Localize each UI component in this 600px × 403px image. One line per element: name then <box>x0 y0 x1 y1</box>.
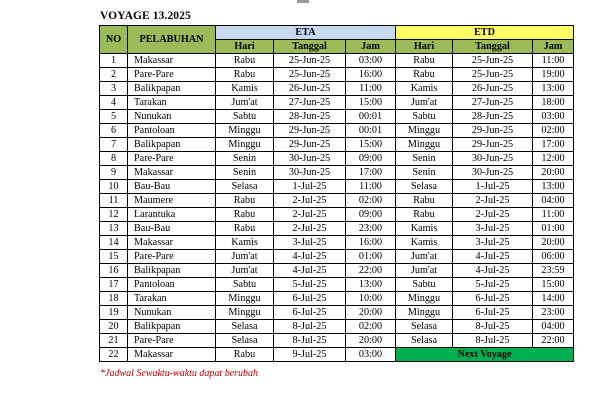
eta-date: 4-Jul-25 <box>274 264 346 278</box>
eta-date: 1-Jul-25 <box>274 180 346 194</box>
eta-date: 4-Jul-25 <box>274 250 346 264</box>
table-row <box>100 68 574 82</box>
header-row-1 <box>100 26 574 40</box>
header-eta-date: Tanggal <box>274 40 346 54</box>
etd-day: Jum'at <box>396 264 453 278</box>
port-name: Pare-Pare <box>128 68 216 82</box>
port-name: Makassar <box>128 166 216 180</box>
row-number: 14 <box>100 236 128 250</box>
etd-date: 4-Jul-25 <box>453 250 533 264</box>
etd-day: Selasa <box>396 180 453 194</box>
etd-day: Jum'at <box>396 250 453 264</box>
row-number: 19 <box>100 306 128 320</box>
etd-time: 03:00 <box>533 110 574 124</box>
etd-time: 11:00 <box>533 54 574 68</box>
eta-time: 02:00 <box>346 320 396 334</box>
eta-time: 01:00 <box>346 250 396 264</box>
eta-time: 16:00 <box>346 68 396 82</box>
port-name: Bau-Bau <box>128 180 216 194</box>
eta-date: 5-Jul-25 <box>274 278 346 292</box>
eta-day: Selasa <box>216 320 274 334</box>
etd-date: 25-Jun-25 <box>453 54 533 68</box>
table-row <box>100 264 574 278</box>
eta-time: 17:00 <box>346 166 396 180</box>
table-row <box>100 110 574 124</box>
header-etd-day: Hari <box>396 40 453 54</box>
etd-date: 3-Jul-25 <box>453 222 533 236</box>
schedule-body <box>100 54 574 362</box>
eta-day: Jum'at <box>216 250 274 264</box>
eta-time: 09:00 <box>346 152 396 166</box>
etd-date: 27-Jun-25 <box>453 96 533 110</box>
row-number: 20 <box>100 320 128 334</box>
port-name: Nunukan <box>128 110 216 124</box>
table-row <box>100 194 574 208</box>
etd-day: Senin <box>396 166 453 180</box>
eta-day: Selasa <box>216 334 274 348</box>
table-row <box>100 138 574 152</box>
etd-day: Minggu <box>396 306 453 320</box>
row-number: 15 <box>100 250 128 264</box>
etd-date: 29-Jun-25 <box>453 124 533 138</box>
etd-time: 19:00 <box>533 68 574 82</box>
table-row <box>100 208 574 222</box>
etd-date: 6-Jul-25 <box>453 292 533 306</box>
port-name: Larantuka <box>128 208 216 222</box>
header-etd-time: Jam <box>533 40 574 54</box>
eta-date: 30-Jun-25 <box>274 152 346 166</box>
port-name: Tarakan <box>128 96 216 110</box>
row-number: 7 <box>100 138 128 152</box>
row-number: 2 <box>100 68 128 82</box>
table-row <box>100 236 574 250</box>
eta-date: 25-Jun-25 <box>274 68 346 82</box>
etd-time: 04:00 <box>533 320 574 334</box>
eta-time: 22:00 <box>346 264 396 278</box>
etd-time: 13:00 <box>533 82 574 96</box>
header-eta-day: Hari <box>216 40 274 54</box>
row-number: 22 <box>100 348 128 362</box>
port-name: Pare-Pare <box>128 334 216 348</box>
row-number: 10 <box>100 180 128 194</box>
etd-day: Minggu <box>396 292 453 306</box>
table-row <box>100 320 574 334</box>
eta-day: Rabu <box>216 348 274 362</box>
table-row <box>100 54 574 68</box>
etd-date: 8-Jul-25 <box>453 320 533 334</box>
port-name: Pare-Pare <box>128 250 216 264</box>
header-eta-time: Jam <box>346 40 396 54</box>
etd-date: 2-Jul-25 <box>453 208 533 222</box>
etd-day: Jum'at <box>396 96 453 110</box>
port-name: Pantoloan <box>128 278 216 292</box>
eta-date: 8-Jul-25 <box>274 334 346 348</box>
port-name: Balikpapan <box>128 82 216 96</box>
etd-date: 30-Jun-25 <box>453 166 533 180</box>
header-port: PELABUHAN <box>128 26 216 54</box>
etd-date: 26-Jun-25 <box>453 82 533 96</box>
eta-time: 00:01 <box>346 110 396 124</box>
etd-day: Kamis <box>396 82 453 96</box>
port-name: Balikpapan <box>128 264 216 278</box>
etd-time: 01:00 <box>533 222 574 236</box>
eta-day: Minggu <box>216 138 274 152</box>
eta-time: 15:00 <box>346 96 396 110</box>
table-row <box>100 124 574 138</box>
eta-date: 9-Jul-25 <box>274 348 346 362</box>
port-name: Balikpapan <box>128 138 216 152</box>
etd-date: 6-Jul-25 <box>453 306 533 320</box>
etd-time: 04:00 <box>533 194 574 208</box>
eta-date: 2-Jul-25 <box>274 208 346 222</box>
etd-day: Rabu <box>396 54 453 68</box>
port-name: Tarakan <box>128 292 216 306</box>
etd-date: 8-Jul-25 <box>453 334 533 348</box>
header-etd: ETD <box>396 26 574 40</box>
eta-date: 2-Jul-25 <box>274 194 346 208</box>
header-etd-date: Tanggal <box>453 40 533 54</box>
row-number: 9 <box>100 166 128 180</box>
row-number: 18 <box>100 292 128 306</box>
table-row <box>100 306 574 320</box>
etd-time: 18:00 <box>533 96 574 110</box>
etd-day: Sabtu <box>396 278 453 292</box>
etd-day: Minggu <box>396 138 453 152</box>
eta-day: Jum'at <box>216 264 274 278</box>
eta-time: 11:00 <box>346 82 396 96</box>
etd-day: Rabu <box>396 194 453 208</box>
eta-date: 8-Jul-25 <box>274 320 346 334</box>
etd-date: 3-Jul-25 <box>453 236 533 250</box>
eta-time: 10:00 <box>346 292 396 306</box>
eta-day: Senin <box>216 166 274 180</box>
row-number: 21 <box>100 334 128 348</box>
etd-time: 13:00 <box>533 180 574 194</box>
eta-date: 28-Jun-25 <box>274 110 346 124</box>
eta-time: 00:01 <box>346 124 396 138</box>
eta-time: 23:00 <box>346 222 396 236</box>
etd-time: 14:00 <box>533 292 574 306</box>
table-row <box>100 292 574 306</box>
table-row <box>100 152 574 166</box>
eta-day: Rabu <box>216 222 274 236</box>
table-row <box>100 278 574 292</box>
eta-day: Rabu <box>216 194 274 208</box>
eta-date: 6-Jul-25 <box>274 306 346 320</box>
etd-time: 11:00 <box>533 208 574 222</box>
table-row <box>100 334 574 348</box>
etd-date: 29-Jun-25 <box>453 138 533 152</box>
etd-day: Kamis <box>396 236 453 250</box>
header-no: NO <box>100 26 128 54</box>
row-number: 11 <box>100 194 128 208</box>
table-row <box>100 166 574 180</box>
etd-day: Sabtu <box>396 110 453 124</box>
row-number: 6 <box>100 124 128 138</box>
schedule-note: *Jadwal Sewaktu-waktu dapat berubah <box>100 368 259 379</box>
row-number: 12 <box>100 208 128 222</box>
eta-date: 30-Jun-25 <box>274 166 346 180</box>
eta-day: Rabu <box>216 208 274 222</box>
eta-day: Rabu <box>216 54 274 68</box>
row-number: 4 <box>100 96 128 110</box>
eta-day: Sabtu <box>216 110 274 124</box>
etd-day: Selasa <box>396 334 453 348</box>
etd-time: 17:00 <box>533 138 574 152</box>
row-number: 1 <box>100 54 128 68</box>
eta-date: 6-Jul-25 <box>274 292 346 306</box>
etd-date: 1-Jul-25 <box>453 180 533 194</box>
eta-time: 20:00 <box>346 334 396 348</box>
eta-time: 02:00 <box>346 194 396 208</box>
etd-time: 20:00 <box>533 166 574 180</box>
port-name: Makassar <box>128 236 216 250</box>
etd-day: Rabu <box>396 68 453 82</box>
port-name: Bau-Bau <box>128 222 216 236</box>
schedule-table <box>99 25 574 362</box>
etd-day: Selasa <box>396 320 453 334</box>
etd-day: Rabu <box>396 208 453 222</box>
eta-time: 09:00 <box>346 208 396 222</box>
port-name: Pantoloan <box>128 124 216 138</box>
etd-day: Minggu <box>396 124 453 138</box>
port-name: Makassar <box>128 348 216 362</box>
table-row <box>100 96 574 110</box>
eta-date: 27-Jun-25 <box>274 96 346 110</box>
eta-date: 29-Jun-25 <box>274 138 346 152</box>
eta-day: Rabu <box>216 68 274 82</box>
eta-day: Kamis <box>216 82 274 96</box>
table-row <box>100 82 574 96</box>
eta-day: Minggu <box>216 292 274 306</box>
etd-date: 4-Jul-25 <box>453 264 533 278</box>
eta-time: 13:00 <box>346 278 396 292</box>
eta-time: 20:00 <box>346 306 396 320</box>
row-number: 17 <box>100 278 128 292</box>
row-number: 13 <box>100 222 128 236</box>
etd-time: 23:59 <box>533 264 574 278</box>
etd-time: 06:00 <box>533 250 574 264</box>
eta-day: Minggu <box>216 306 274 320</box>
port-name: Makassar <box>128 54 216 68</box>
etd-time: 02:00 <box>533 124 574 138</box>
next-voyage-cell: Next Voyage <box>396 348 574 362</box>
eta-day: Senin <box>216 152 274 166</box>
eta-day: Selasa <box>216 180 274 194</box>
etd-date: 5-Jul-25 <box>453 278 533 292</box>
eta-date: 2-Jul-25 <box>274 222 346 236</box>
eta-date: 3-Jul-25 <box>274 236 346 250</box>
etd-date: 25-Jun-25 <box>453 68 533 82</box>
eta-time: 03:00 <box>346 54 396 68</box>
port-name: Pare-Pare <box>128 152 216 166</box>
etd-time: 23:00 <box>533 306 574 320</box>
eta-date: 29-Jun-25 <box>274 124 346 138</box>
voyage-title: VOYAGE 13.2025 <box>100 10 191 22</box>
header-eta: ETA <box>216 26 396 40</box>
etd-time: 15:00 <box>533 278 574 292</box>
port-name: Maumere <box>128 194 216 208</box>
table-row <box>100 250 574 264</box>
table-row <box>100 222 574 236</box>
row-number: 16 <box>100 264 128 278</box>
eta-time: 15:00 <box>346 138 396 152</box>
eta-date: 25-Jun-25 <box>274 54 346 68</box>
eta-time: 03:00 <box>346 348 396 362</box>
eta-time: 11:00 <box>346 180 396 194</box>
row-number: 8 <box>100 152 128 166</box>
etd-date: 30-Jun-25 <box>453 152 533 166</box>
top-edge-mark <box>297 0 309 3</box>
eta-time: 16:00 <box>346 236 396 250</box>
eta-day: Minggu <box>216 124 274 138</box>
eta-day: Sabtu <box>216 278 274 292</box>
eta-day: Jum'at <box>216 96 274 110</box>
etd-day: Kamis <box>396 222 453 236</box>
port-name: Balikpapan <box>128 320 216 334</box>
etd-time: 12:00 <box>533 152 574 166</box>
etd-time: 22:00 <box>533 334 574 348</box>
etd-time: 20:00 <box>533 236 574 250</box>
etd-day: Senin <box>396 152 453 166</box>
row-number: 5 <box>100 110 128 124</box>
table-row <box>100 180 574 194</box>
table-row <box>100 348 574 362</box>
eta-date: 26-Jun-25 <box>274 82 346 96</box>
eta-day: Kamis <box>216 236 274 250</box>
etd-date: 2-Jul-25 <box>453 194 533 208</box>
row-number: 3 <box>100 82 128 96</box>
port-name: Nunukan <box>128 306 216 320</box>
etd-date: 28-Jun-25 <box>453 110 533 124</box>
